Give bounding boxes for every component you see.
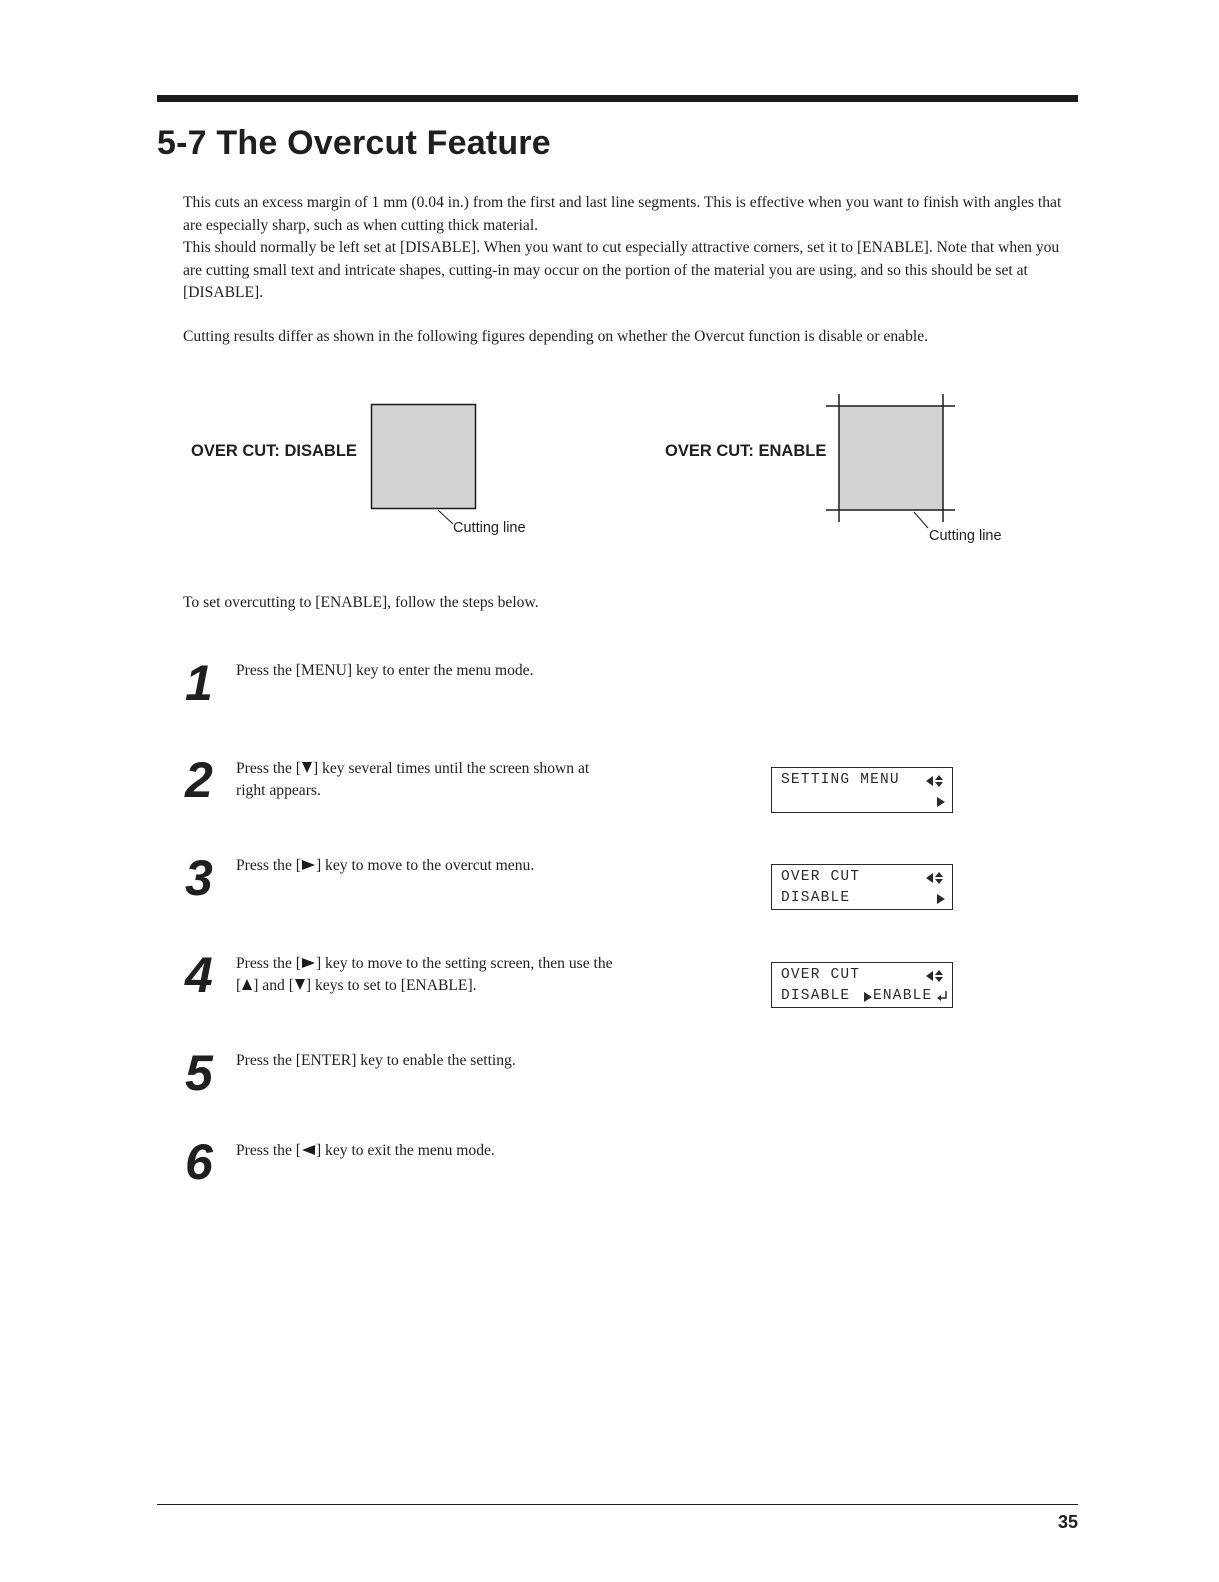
step-text <box>236 1050 616 1072</box>
down-triangle-icon <box>294 978 306 991</box>
lcd-line-1: OVER CUT <box>781 869 861 885</box>
step-number: 2 <box>185 752 213 808</box>
step-number: 5 <box>185 1045 213 1101</box>
page-number: 35 <box>1057 1512 1078 1532</box>
lcd-display <box>771 864 953 910</box>
figure-disable-caption: Cutting line <box>453 520 526 536</box>
lcd-display <box>771 962 953 1008</box>
step-5-text: Press the [ENTER] key to enable the setting. <box>236 1052 516 1069</box>
step-number: 3 <box>185 850 213 906</box>
right-triangle-icon <box>301 859 316 871</box>
right-arrow-icon <box>936 796 946 808</box>
selection-arrow-icon <box>863 991 873 1003</box>
leader-line <box>438 510 453 524</box>
lcd-line-2: DISABLE <box>781 890 851 906</box>
step-2-text-a: Press the [ <box>236 760 301 777</box>
step-2-text-b: ] key several times until the screen shown at right appears. <box>236 760 590 799</box>
step-text <box>236 660 616 682</box>
section-title: 5-7 The Overcut Feature <box>157 124 551 162</box>
footer-rule <box>157 1504 1078 1505</box>
top-rule <box>157 95 1078 102</box>
up-triangle-icon <box>241 978 253 991</box>
left-triangle-icon <box>301 1144 316 1156</box>
lcd-line-1: OVER CUT <box>781 967 861 983</box>
right-arrow-icon <box>936 893 946 905</box>
lcd-option-enable: ENABLE <box>873 988 933 1004</box>
down-triangle-icon <box>301 761 313 774</box>
step-text <box>236 855 616 877</box>
left-up-down-arrows-icon <box>925 871 945 885</box>
step-4-text-a: Press the [ <box>236 955 301 972</box>
cut-square <box>839 406 943 510</box>
step-6-text-a: Press the [ <box>236 1142 301 1159</box>
enter-icon <box>936 990 948 1003</box>
lcd-line-1: SETTING MENU <box>781 772 900 788</box>
right-triangle-icon <box>301 957 316 969</box>
step-6-text-b: ] key to exit the menu mode. <box>315 1142 495 1159</box>
figure-enable-diagram <box>826 394 956 534</box>
figure-disable-diagram <box>365 398 485 528</box>
leader-line <box>914 512 928 528</box>
step-number: 6 <box>185 1134 213 1190</box>
figure-enable-label: OVER CUT: ENABLE <box>665 442 827 460</box>
step-text <box>236 1140 616 1162</box>
cut-square <box>372 405 476 509</box>
step-3-text-b: ] key to move to the overcut menu. <box>315 857 535 874</box>
steps-intro: To set overcutting to [ENABLE], follow the steps below. <box>183 594 539 611</box>
step-text <box>236 758 616 802</box>
step-4-text-d: ] keys to set to [ENABLE]. <box>305 977 477 994</box>
step-number: 4 <box>185 947 213 1003</box>
left-up-down-arrows-icon <box>925 969 945 983</box>
lcd-line-2: DISABLE <box>781 988 851 1004</box>
intro-paragraph-2: This should normally be left set at [DISABLE]. When you want to cut especially attractive corners, set it to [ENABLE]. Note that when you are cutting small text and intricate shapes, cutting-in may occur on the portion of the material you are using, and so this should be set at [DISABLE]. <box>183 239 1060 301</box>
intro-paragraph-3: Cutting results differ as shown in the following figures depending on whether the Overcut function is disable or enable. <box>183 328 929 345</box>
step-3-text-a: Press the [ <box>236 857 301 874</box>
step-number: 1 <box>185 655 213 711</box>
step-4-text-c: ] and [ <box>253 977 294 994</box>
step-text <box>236 953 616 997</box>
figure-enable-caption: Cutting line <box>929 528 1002 544</box>
lcd-display <box>771 767 953 813</box>
step-1-text: Press the [MENU] key to enter the menu mode. <box>236 662 534 679</box>
intro-paragraph-1: This cuts an excess margin of 1 mm (0.04 in.) from the first and last line segments. This is effective when you want to finish with angles that are especially sharp, such as when cutting thick material. <box>183 194 1062 234</box>
left-up-down-arrows-icon <box>925 774 945 788</box>
figure-disable-label: OVER CUT: DISABLE <box>191 442 357 460</box>
step-4-text-b: ] key to move to the setting screen, then use the [ <box>236 955 613 994</box>
